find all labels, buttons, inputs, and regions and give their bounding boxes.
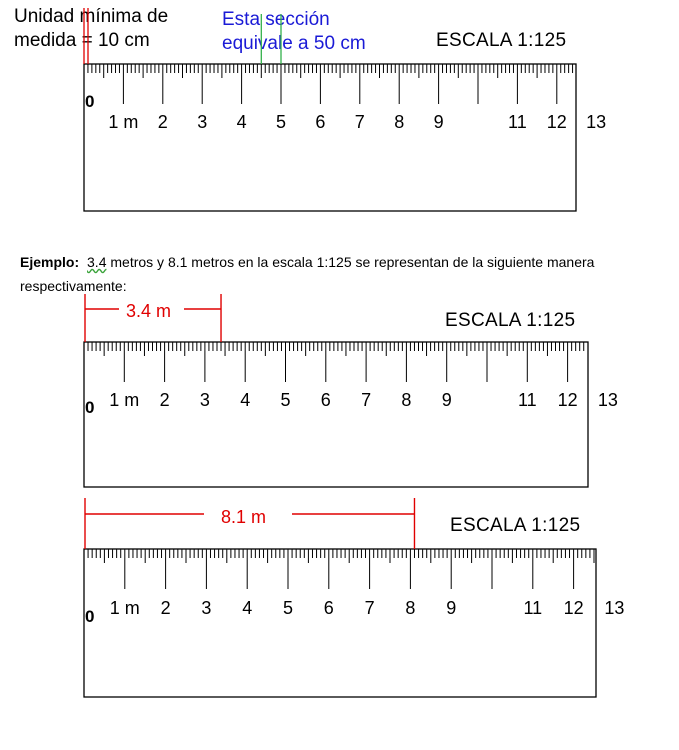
tick-label: 13 [604, 598, 625, 618]
tick-label: 2 [159, 390, 170, 410]
tick-label: 7 [361, 390, 372, 410]
tick-label: 9 [446, 598, 457, 618]
tick-label: 11 [523, 598, 543, 618]
tick-label: 4 [242, 598, 253, 618]
tick-label: 4 [240, 390, 251, 410]
tick-label: 6 [320, 390, 331, 410]
scale-label-1: ESCALA 1:125 [436, 30, 567, 51]
scale-label-3: ESCALA 1:125 [450, 515, 581, 536]
tick-label: 12 [557, 390, 578, 410]
tick-label-zero: 0 [85, 398, 95, 417]
tick-label: 5 [282, 598, 294, 618]
example-label: Ejemplo: [20, 254, 80, 270]
tick-label: 6 [315, 112, 326, 132]
tick-label: 12 [563, 598, 584, 618]
section-label-line2: equivale a 50 cm [222, 33, 366, 54]
tick-label: 7 [354, 112, 365, 132]
unit-label-line1: Unidad mínima de [14, 6, 169, 27]
tick-label-zero: 0 [85, 92, 95, 111]
unit-label-line2: medida = 10 cm [14, 30, 150, 51]
tick-label: 2 [157, 112, 168, 132]
tick-label-zero: 0 [85, 607, 95, 626]
example-line-2: respectivamente: [20, 278, 127, 294]
tick-label: 1 m [108, 112, 139, 132]
tick-label: 13 [597, 390, 618, 410]
tick-label: 8 [405, 598, 416, 618]
section-label-line1: Esta sección [222, 9, 330, 30]
tick-label: 3 [199, 390, 210, 410]
tick-label: 5 [280, 390, 291, 410]
tick-label: 8 [394, 112, 405, 132]
tick-label: 11 [508, 112, 527, 132]
tick-label: 8 [401, 390, 412, 410]
example-text-rest: metros y 8.1 metros en la escala 1:125 se representan de la siguiente manera [106, 254, 595, 270]
tick-label: 12 [546, 112, 567, 132]
example-highlight: 3.4 [87, 254, 107, 270]
tick-label: 1 m [109, 390, 140, 410]
tick-label: 11 [517, 390, 537, 410]
tick-label: 9 [441, 390, 452, 410]
tick-label: 3 [201, 598, 212, 618]
scale-label-2: ESCALA 1:125 [445, 310, 576, 331]
tick-label: 5 [275, 112, 287, 132]
tick-label: 2 [160, 598, 171, 618]
tick-label: 7 [364, 598, 375, 618]
measurement-label-3-4: 3.4 m [126, 301, 172, 321]
measurement-label-8-1: 8.1 m [221, 507, 267, 527]
tick-label: 1 m [109, 598, 140, 618]
tick-label: 13 [586, 112, 607, 132]
tick-label: 3 [197, 112, 208, 132]
tick-label: 9 [433, 112, 444, 132]
ruler-body [84, 549, 596, 697]
tick-label: 4 [236, 112, 247, 132]
tick-label: 6 [323, 598, 334, 618]
